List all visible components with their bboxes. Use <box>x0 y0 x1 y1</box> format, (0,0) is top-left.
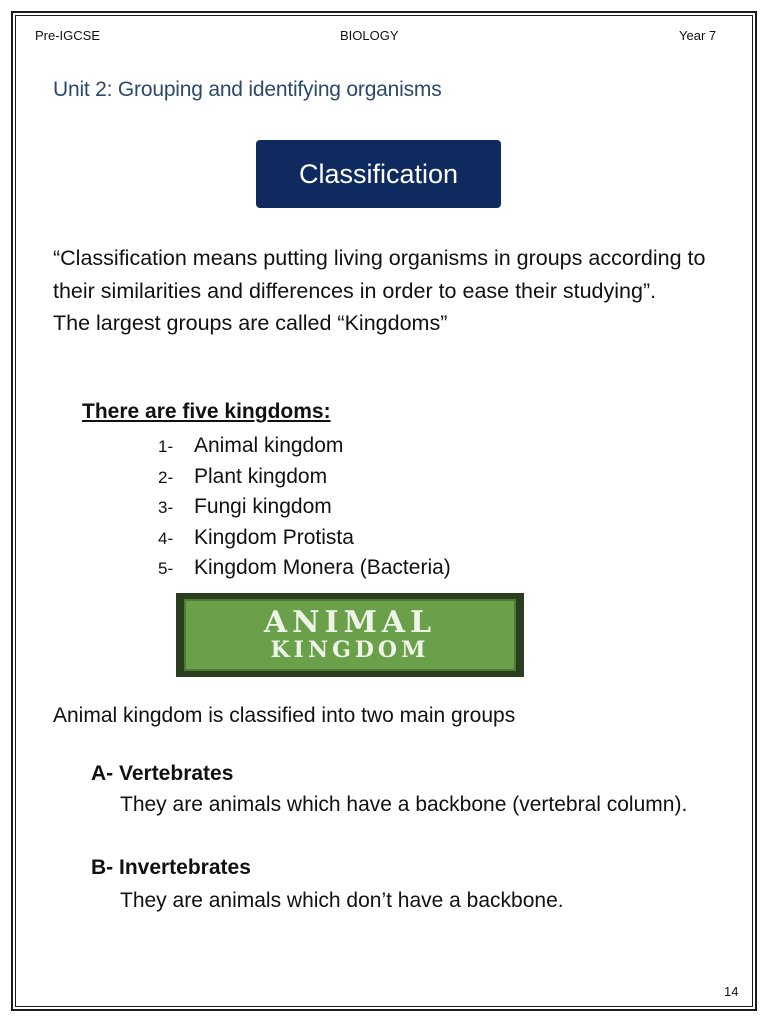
unit-title: Unit 2: Grouping and identifying organisms <box>53 78 442 101</box>
group-b-heading: B- Invertebrates <box>91 856 251 879</box>
banner-line-kingdom: KINGDOM <box>270 637 430 663</box>
group-a-heading: A- Vertebrates <box>91 762 234 785</box>
section-title-box <box>256 140 501 208</box>
page-number: 14 <box>724 984 739 999</box>
section-title: Classification <box>298 158 459 189</box>
header-course: Pre-IGCSE <box>35 28 101 43</box>
list-item-number: 5- <box>158 559 174 578</box>
kingdom-list <box>158 431 451 584</box>
kingdoms-heading: There are five kingdoms: <box>82 400 331 423</box>
list-item-label: Plant kingdom <box>194 464 328 488</box>
animal-kingdom-banner <box>176 593 524 677</box>
list-item-number: 4- <box>158 528 174 548</box>
list-item-label: Animal kingdom <box>194 434 344 457</box>
list-item-number: 1- <box>158 437 174 456</box>
list-item-label: Kingdom Monera (Bacteria) <box>194 556 451 579</box>
list-item <box>158 431 451 462</box>
list-item <box>158 462 451 493</box>
list-item <box>158 523 451 554</box>
header-subject: BIOLOGY <box>340 28 399 43</box>
group-a-description: They are animals which have a backbone (vertebral column). <box>120 793 688 816</box>
banner-line-animal: ANIMAL <box>263 605 437 640</box>
list-item-number: 3- <box>158 498 174 517</box>
list-item <box>158 553 451 584</box>
list-item <box>158 492 451 523</box>
definition-largest-groups: The largest groups are called “Kingdoms” <box>53 311 448 335</box>
group-b-description: They are animals which don’t have a backbone. <box>120 889 564 912</box>
list-item-label: Kingdom Protista <box>194 525 354 549</box>
definition-quote: “Classification means putting living organisms in groups according to their similarities and differences in order to ease their studying”. <box>53 246 706 303</box>
list-item-number: 2- <box>158 467 174 487</box>
animal-intro: Animal kingdom is classified into two main groups <box>53 704 516 727</box>
definition-block <box>53 242 733 340</box>
header-year: Year 7 <box>679 28 717 43</box>
list-item-label: Fungi kingdom <box>194 495 332 518</box>
banner-panel <box>184 599 516 671</box>
